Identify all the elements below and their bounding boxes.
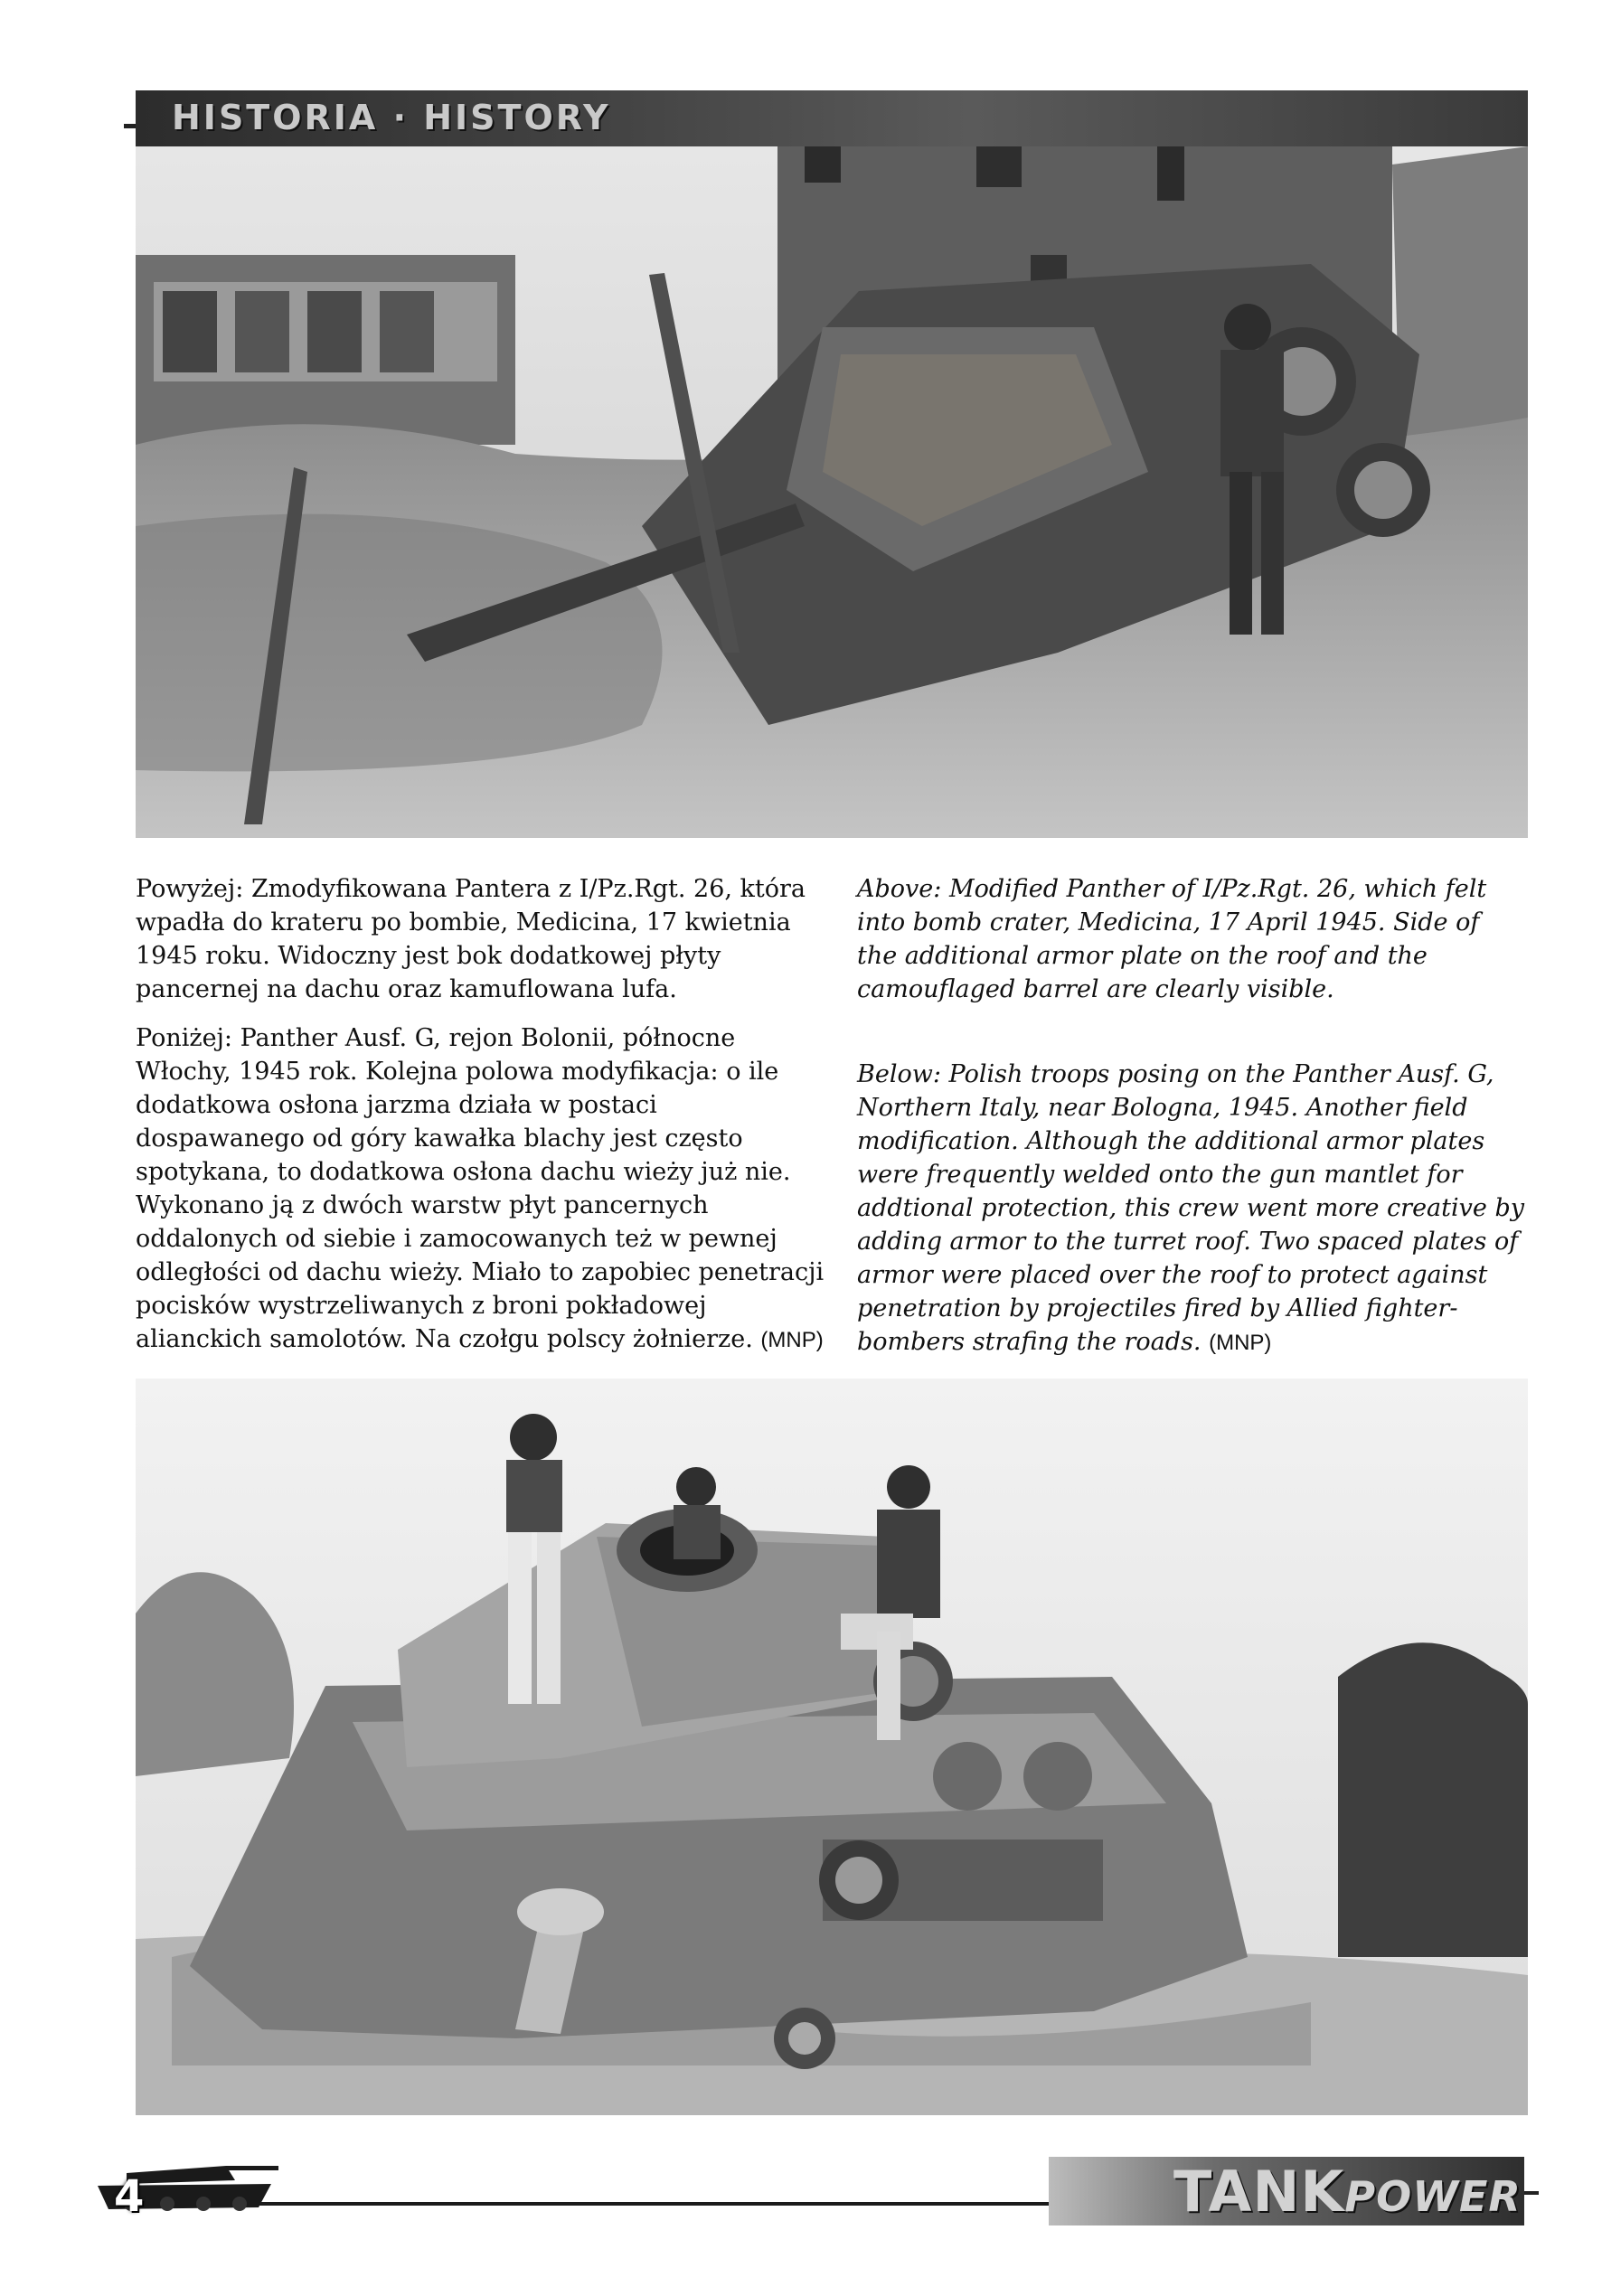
footer-dash [1524,2191,1539,2195]
caption-english-above [857,872,1526,1006]
photo-credit-english: (MNP) [1209,1331,1272,1355]
page-number: 4 [114,2171,145,2222]
logo-main: TANK [1173,2159,1345,2225]
header-dash [124,124,137,128]
magazine-logo [1173,2159,1522,2225]
caption-english-above-text: Above: Modified Panther of I/Pz.Rgt. 26, which felt into bomb crater, Medicina, 17 April 1945. Side of the additional armor plate on the roof and the camouflaged barrel are clearly visible. [857,875,1487,1003]
photo-polish-troops-on-panther [136,1379,1528,2115]
logo-sub: POWER [1344,2172,1522,2221]
section-title: HISTORIA · HISTORY [172,98,611,137]
caption-english-below [857,1058,1526,1360]
caption-polish-above [136,872,827,1006]
caption-polish-above-text: Powyżej: Zmodyfikowana Pantera z I/Pz.Rgt. 26, która wpadła do krateru po bombie, Medicina, 17 kwietnia 1945 roku. Widoczny jest bok dodatkowej płyty pancernej na dachu oraz kamuflowana lufa. [136,875,806,1003]
caption-polish-below-text: Poniżej: Panther Ausf. G, rejon Bolonii, północne Włochy, 1945 rok. Kolejna polowa modyfikacja: o ile dodatkowa osłona jarzma działa w postaci dospawanego od góry kawałka blachy jest często spotykana, to dodatkowa osłona dachu wieży już nie. Wykonano ją z dwóch warstw płyt pancernych oddalonych od siebie i zamocowanych też w pewnej odległości od dachu wieży. Miało to zapobiec penetracji pocisków wystrzeliwanych z broni pokładowej alianckich samolotów. Na czołgu polscy żołnierze. [136,1024,825,1353]
caption-polish-below [136,1021,827,1357]
photo-panther-in-crater [136,146,1528,838]
photo-credit-polish: (MNP) [760,1328,824,1352]
caption-english-below-text: Below: Polish troops posing on the Panther Ausf. G, Northern Italy, near Bologna, 1945. Another field modification. Although the additional armor plates were frequently welded onto the gun mantlet for addtional protection, this crew went more creative by adding armor to the turret roof. Two spaced plates of armor were placed over the roof to protect against penetration by projectiles fired by Allied fighter-bombers strafing the roads. [857,1060,1524,1356]
